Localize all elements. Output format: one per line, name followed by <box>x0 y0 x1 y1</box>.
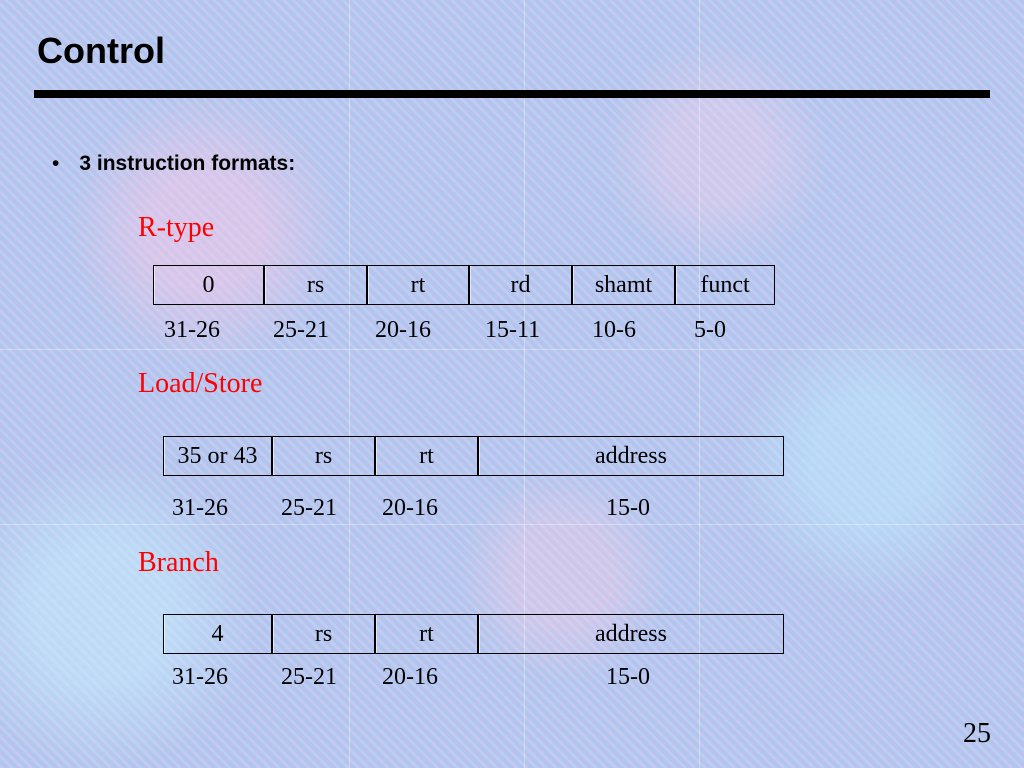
load-store-field-row <box>163 436 784 476</box>
title-underline <box>34 90 990 98</box>
slide-title: Control <box>37 30 165 71</box>
bit-range: 31-26 <box>164 317 220 343</box>
field-rt: rt <box>376 437 479 475</box>
field-rs: rs <box>273 615 376 653</box>
bit-range: 31-26 <box>172 664 228 690</box>
bullet-item <box>52 152 295 176</box>
bit-range: 31-26 <box>172 495 228 521</box>
field-funct: funct <box>676 266 774 304</box>
field-rs: rs <box>273 437 376 475</box>
bit-range: 15-11 <box>485 317 541 343</box>
field-opcode: 4 <box>164 615 273 653</box>
field-rd: rd <box>470 266 573 304</box>
field-shamt: shamt <box>573 266 676 304</box>
field-opcode: 0 <box>154 266 265 304</box>
field-opcode: 35 or 43 <box>164 437 273 475</box>
format-title-r-type: R-type <box>138 212 215 243</box>
bit-range: 20-16 <box>375 317 431 343</box>
field-address: address <box>479 615 783 653</box>
field-rs: rs <box>265 266 368 304</box>
bullet-text: 3 instruction formats: <box>79 152 296 175</box>
bit-range: 15-0 <box>606 495 650 521</box>
branch-field-row <box>163 614 784 654</box>
bit-range: 20-16 <box>382 664 438 690</box>
bit-range: 15-0 <box>606 664 650 690</box>
field-rt: rt <box>368 266 470 304</box>
r-type-field-row <box>153 265 775 305</box>
page-number: 25 <box>963 718 991 749</box>
bullet-dot-icon: • <box>52 152 60 175</box>
background-seam <box>0 349 1024 350</box>
bit-range: 25-21 <box>281 495 337 521</box>
field-rt: rt <box>376 615 479 653</box>
bit-range: 25-21 <box>281 664 337 690</box>
format-title-load-store: Load/Store <box>138 368 263 399</box>
format-title-branch: Branch <box>138 547 219 578</box>
bit-range: 20-16 <box>382 495 438 521</box>
field-address: address <box>479 437 783 475</box>
bit-range: 25-21 <box>273 317 329 343</box>
bit-range: 10-6 <box>592 317 636 343</box>
background-seam <box>0 524 1024 525</box>
bit-range: 5-0 <box>694 317 726 343</box>
